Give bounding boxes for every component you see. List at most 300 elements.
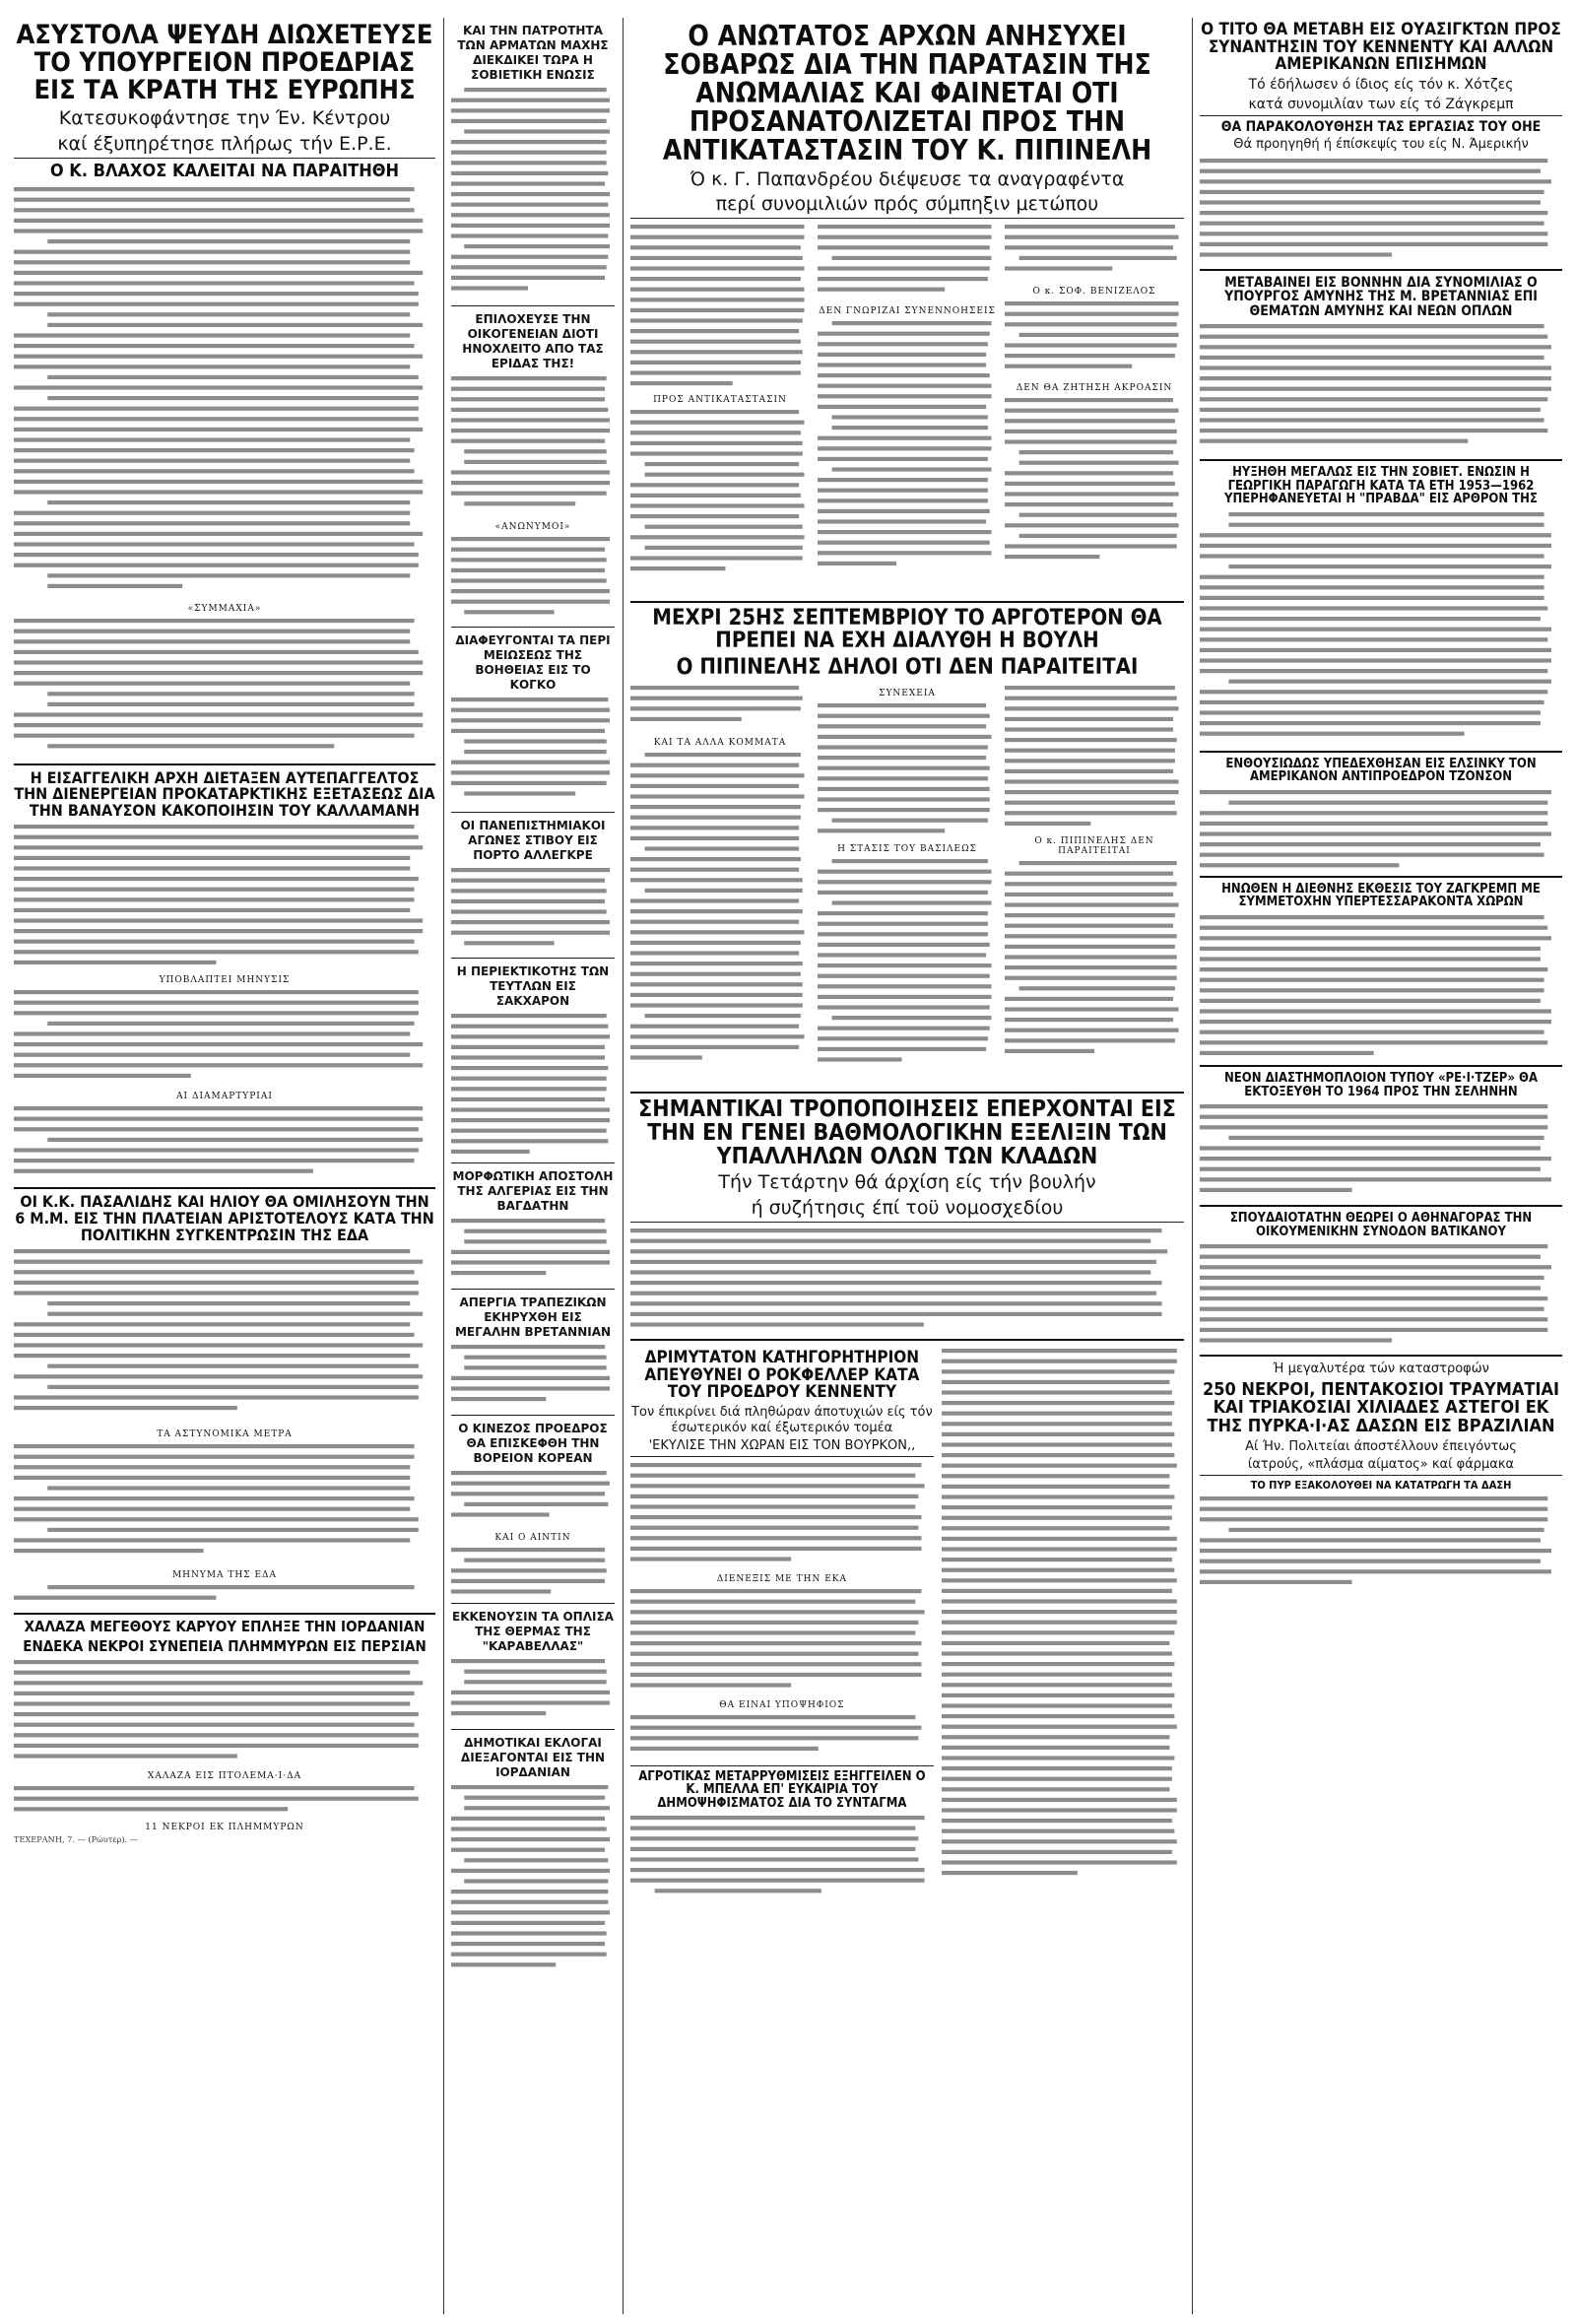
- text-line: [1200, 408, 1541, 412]
- divider: [451, 1289, 615, 1290]
- text-line: [818, 943, 990, 947]
- article-grid-vouli: [630, 683, 1184, 1087]
- text-line: [1200, 1338, 1392, 1342]
- text-line: [630, 340, 801, 344]
- text-lines: [1200, 787, 1562, 871]
- article-grid-pipinelis: [630, 222, 1184, 596]
- text-line: [14, 1465, 410, 1469]
- text-line: [1005, 440, 1177, 444]
- text-line: [818, 342, 988, 346]
- text-line: [451, 1066, 608, 1070]
- text-line: [464, 88, 606, 92]
- text-line: [1200, 398, 1547, 402]
- text-line: [1200, 1570, 1551, 1574]
- text-line: [1200, 252, 1392, 256]
- text-line: [14, 1797, 419, 1801]
- text-line: [818, 405, 986, 409]
- text-line: [630, 1312, 1162, 1316]
- article-body-ekthesi: [1200, 912, 1562, 1060]
- text-line: [464, 1502, 608, 1506]
- text-line: [14, 437, 410, 441]
- text-line: [14, 1149, 419, 1153]
- text-line: [818, 245, 990, 249]
- text-line: [1200, 1276, 1544, 1280]
- text-line: [451, 1589, 551, 1593]
- text-line: [832, 900, 992, 904]
- article-col-a: [630, 222, 810, 596]
- text-line: [630, 1557, 791, 1560]
- text-line: [942, 1630, 1174, 1634]
- text-line: [942, 1683, 1172, 1687]
- text-line: [1200, 1307, 1544, 1311]
- text-lines: [14, 1582, 435, 1608]
- text-line: [1005, 502, 1173, 506]
- text-line: [451, 1386, 610, 1390]
- text-line: [1019, 534, 1177, 538]
- text-line: [14, 660, 423, 664]
- text-line: [1005, 409, 1179, 413]
- text-line: [942, 1599, 1177, 1603]
- text-line: [942, 1547, 1177, 1551]
- article-body-akroasi: [1005, 395, 1184, 572]
- text-line: [451, 276, 605, 280]
- text-line: [818, 797, 990, 801]
- text-line: [1005, 975, 1177, 979]
- text-lines: [1200, 509, 1562, 746]
- text-line: [1005, 727, 1173, 731]
- text-line: [630, 1322, 924, 1326]
- text-line: [14, 1406, 237, 1410]
- text-line: [630, 1837, 918, 1841]
- subheadline-zagkremp: κατά συνομιλίαν των είς τό Ζάγκρεμπ: [1200, 97, 1562, 116]
- text-line: [1005, 365, 1132, 368]
- article-body-diamartyriai: [14, 1103, 435, 1182]
- text-line: [1200, 853, 1544, 857]
- text-line: [14, 1476, 410, 1480]
- text-line: [451, 1376, 610, 1380]
- text-line: [1005, 934, 1177, 938]
- text-line: [1200, 617, 1541, 621]
- article-body-xalaza: [14, 1657, 435, 1765]
- article-col-a: [630, 683, 810, 1087]
- text-line: [1200, 1518, 1547, 1522]
- text-line: [14, 1702, 410, 1706]
- text-line: [942, 1662, 1174, 1666]
- text-line: [630, 1260, 1156, 1264]
- text-line: [942, 1641, 1169, 1645]
- article-grid-rokfeller: [630, 1346, 1184, 1897]
- text-line: [942, 1578, 1177, 1582]
- text-line: [942, 1798, 1177, 1802]
- text-line: [1005, 882, 1177, 886]
- headline-reitzer: ΝΕΟΝ ΔΙΑΣΤΗΜΟΠΛΟΙΟΝ ΤΥΠΟΥ «ΡΕ·Ι·ΤΖΕΡ» ΘΑ ΕΚΤΟΞΕΥΘΗ ΤΟ 1964 ΠΡΟΣ ΤΗΝ ΣΕΛΗΝΗΝ: [1224, 1071, 1538, 1099]
- text-line: [14, 1539, 410, 1543]
- text-lines: [630, 1586, 934, 1694]
- text-line: [451, 1345, 605, 1349]
- text-line: [630, 431, 801, 434]
- headline-periektikotis: Η ΠΕΡΙΕΚΤΙΚΟΤΗΣ ΤΩΝ ΤΕΥΤΛΩΝ ΕΙΣ ΣΑΚΧΑΡΟΝ: [456, 964, 610, 1008]
- text-line: [47, 322, 423, 326]
- text-line: [451, 418, 610, 422]
- headline-anotatos-arxon: Ο ΑΝΩΤΑΤΟΣ ΑΡΧΩΝ ΑΝΗΣΥΧΕΙ ΣΟΒΑΡΩΣ ΔΙΑ ΤΗΝ ΠΑΡΑΤΑΣΙΝ ΤΗΣ ΑΝΩΜΑΛΙΑΣ ΚΑΙ ΦΑΙΝΕΤΑΙ ΟΤΙ ΠΡΟΣΑΝΑΤΟΛΙΖΕΤΑΙ ΠΡΟΣ ΤΗΝ ΑΝΤΙΚΑΤΑΣΤΑΣΙΝ ΤΟΥ Κ. ΠΙΠΙΝΕΛΗ: [662, 20, 1152, 167]
- text-line: [630, 1641, 921, 1645]
- text-line: [630, 784, 799, 788]
- subheadline-iatrous: Αί Ήν. Πολιτείαι άποστέλλουν έπειγόντως: [1245, 1438, 1517, 1454]
- label-anonymoi: «ΑΝΩΝΥΜΟΙ»: [494, 522, 571, 532]
- text-line: [630, 898, 799, 902]
- article-body-vouli: [630, 683, 810, 732]
- text-line: [464, 1229, 606, 1233]
- article-col-c: [1005, 222, 1184, 596]
- text-line: [14, 1292, 419, 1295]
- text-line: [14, 1159, 415, 1162]
- text-line: [451, 600, 610, 604]
- text-line: [630, 1725, 921, 1729]
- text-line: [14, 846, 423, 850]
- article-body-athinagoras: [1200, 1241, 1562, 1350]
- article-body-tito: [1200, 156, 1562, 264]
- text-line: [630, 267, 805, 271]
- text-line: [630, 308, 805, 312]
- divider: [451, 958, 615, 959]
- text-line: [645, 1014, 801, 1018]
- text-line: [14, 1106, 423, 1110]
- text-line: [14, 649, 419, 653]
- text-lines: [14, 1657, 435, 1765]
- text-line: [14, 961, 216, 964]
- subheadline-syzitisis: ή συζήτησις έπί τοϋ νομοσχεδίου: [630, 1197, 1184, 1223]
- text-lines: [451, 1782, 615, 1979]
- text-line: [14, 1671, 410, 1675]
- text-line: [451, 1118, 610, 1122]
- text-line: [818, 973, 990, 977]
- text-line: [451, 119, 607, 123]
- text-line: [464, 244, 610, 248]
- text-line: [818, 1026, 990, 1029]
- text-line: [630, 452, 803, 456]
- subheadline-kentrou: Κατεσυκοφάντησε την Έν. Κέντρου: [58, 107, 391, 130]
- text-line: [630, 1034, 805, 1038]
- text-line: [451, 1077, 607, 1081]
- text-lines: [451, 1468, 615, 1527]
- text-line: [1005, 822, 1090, 826]
- article-body-pravda: [1200, 509, 1562, 746]
- text-line: [1200, 179, 1551, 183]
- text-line: [1005, 790, 1179, 794]
- text-line: [451, 1869, 610, 1873]
- text-line: [451, 1219, 605, 1223]
- text-line: [942, 1589, 1172, 1593]
- headline-vonni: ΜΕΤΑΒΑΙΝΕΙ ΕΙΣ ΒΟΝΝΗΝ ΔΙΑ ΣΥΝΟΜΙΛΙΑΣ Ο ΥΠΟΥΡΓΟΣ ΑΜΥΝΗΣ ΤΗΣ Μ. ΒΡΕΤΑΝΝΙΑΣ ΕΠΙ ΘΕΜΑΤΩΝ ΑΜΥΝΗΣ ΚΑΙ ΝΕΩΝ ΟΠΛΩΝ: [1224, 274, 1538, 319]
- text-line: [630, 288, 805, 292]
- text-line: [630, 857, 801, 861]
- text-line: [630, 1683, 791, 1687]
- text-line: [630, 1621, 918, 1625]
- text-line: [630, 686, 799, 690]
- text-line: [630, 815, 801, 819]
- text-line: [451, 161, 607, 165]
- divider: [1200, 876, 1562, 878]
- text-line: [47, 312, 410, 316]
- text-line: [630, 826, 799, 830]
- article-body-patrotita: [451, 85, 615, 301]
- text-line: [818, 984, 992, 988]
- text-line: [645, 525, 803, 529]
- text-line: [630, 235, 805, 239]
- text-lines: [1200, 156, 1562, 264]
- text-line: [14, 427, 423, 431]
- text-lines: [1005, 222, 1184, 281]
- text-line: [942, 1871, 1078, 1875]
- text-line: [942, 1412, 1172, 1416]
- text-line: [451, 781, 607, 785]
- article-body-venizelos: [1005, 299, 1184, 377]
- text-lines: [451, 1545, 615, 1599]
- text-line: [451, 1482, 610, 1486]
- text-lines: [630, 1226, 1184, 1334]
- headline-ekthesi-zagkremp: ΗΝΩΘΕΝ Η ΔΙΕΘΝΗΣ ΕΚΘΕΣΙΣ ΤΟΥ ΖΑΓΚΡΕΜΠ ΜΕ ΣΥΜΜΕΤΟΧΗΝ ΥΠΕΡΤΕΣΣΑΡΑΚΟΝΤΑ ΧΩΡΩΝ: [1221, 881, 1541, 910]
- text-line: [1200, 221, 1544, 225]
- text-line: [942, 1703, 1172, 1707]
- text-line: [1005, 344, 1177, 348]
- text-line: [630, 909, 803, 913]
- text-line: [630, 951, 799, 955]
- text-line: [1200, 554, 1544, 558]
- text-line: [818, 829, 945, 832]
- divider: [630, 1765, 934, 1766]
- text-line: [1005, 301, 1179, 305]
- text-line: [832, 256, 992, 260]
- text-line: [1200, 1286, 1541, 1290]
- text-line: [1200, 1125, 1547, 1129]
- text-line: [630, 1473, 915, 1477]
- text-line: [1200, 366, 1551, 370]
- text-line: [451, 439, 605, 443]
- text-line: [464, 739, 606, 743]
- text-line: [464, 1356, 606, 1360]
- headline-eisaggeliki: Η ΕΙΣΑΓΓΕΛΙΚΗ ΑΡΧΗ ΔΙΕΤΑΞΕΝ ΑΥΤΕΠΑΓΓΕΛΤΟΣ ΤΗΝ ΔΙΕΝΕΡΓΕΙΑΝ ΠΡΟΚΑΤΑΡΚΤΙΚΗΣ ΕΞΕΤΑΣΕΩΣ ΔΙΑ ΤΗΝ ΒΑΝΑΥΣΟΝ ΚΑΚΟΠΟΙΗΣΙΝ ΤΟΥ ΚΑΛΛΑΜΑΝΗ: [14, 767, 435, 820]
- text-line: [1005, 997, 1173, 1001]
- label-diamartyriai: ΑΙ ΔΙΑΜΑΡΤΥΡΙΑΙ: [176, 1092, 273, 1102]
- text-line: [451, 397, 605, 401]
- text-line: [1005, 235, 1179, 239]
- text-line: [1200, 721, 1541, 725]
- subheadline-n-ameriki: Θά προηγηθή ή έπίσκεψίς του είς Ν. Άμερικήν: [1233, 137, 1529, 153]
- text-line: [1200, 957, 1541, 961]
- text-line: [630, 371, 801, 375]
- text-line: [14, 458, 410, 462]
- text-line: [630, 962, 803, 965]
- text-line: [818, 776, 988, 780]
- text-line: [818, 756, 986, 760]
- text-line: [630, 381, 733, 385]
- text-line: [451, 909, 607, 913]
- headline-epiloxeuse: ΕΠΙΛΟΧΕΥΣΕ ΤΗΝ ΟΙΚΟΓΕΝΕΙΑΝ ΔΙΟΤΙ ΗΝΟΧΛΕΙΤΟ ΑΠΟ ΤΑΣ ΕΡΙΔΑΣ ΤΗΣ!: [462, 312, 604, 370]
- text-line: [451, 376, 607, 380]
- text-line: [1200, 1296, 1547, 1300]
- text-line: [1200, 1157, 1551, 1161]
- text-line: [451, 470, 610, 474]
- text-line: [818, 963, 992, 967]
- text-line: [942, 1485, 1169, 1489]
- text-line: [1005, 419, 1175, 423]
- text-line: [14, 531, 423, 535]
- text-line: [630, 1301, 1162, 1305]
- text-line: [451, 1691, 610, 1694]
- text-line: [14, 629, 410, 632]
- text-line: [1200, 842, 1541, 846]
- text-line: [451, 140, 607, 144]
- text-line: [14, 479, 423, 483]
- text-line: [832, 468, 992, 472]
- text-line: [818, 541, 990, 545]
- text-line: [1005, 945, 1175, 949]
- text-line: [630, 1747, 819, 1751]
- text-line: [630, 535, 805, 539]
- text-line: [451, 1397, 546, 1401]
- text-line: [451, 1826, 607, 1830]
- text-line: [14, 281, 415, 285]
- headline-ekkenosin: ΕΚΚΕΝΟΥΣΙΝ ΤΑ ΟΠΛΙΣΑ ΤΗΣ ΘΕΡΜΑΣ ΤΗΣ "ΚΑΡΑΒΕΛΛΑΣ": [452, 1610, 614, 1653]
- article-body-kallamanis: [14, 822, 435, 969]
- text-line: [451, 729, 605, 733]
- text-line: [942, 1505, 1172, 1509]
- text-lines: [1200, 1494, 1562, 1592]
- text-line: [630, 1630, 915, 1634]
- text-line: [942, 1756, 1174, 1760]
- text-line: [630, 1536, 921, 1540]
- text-line: [451, 708, 610, 712]
- text-line: [942, 1651, 1172, 1655]
- text-line: [14, 919, 423, 923]
- text-line: [942, 1474, 1169, 1478]
- text-lines: [1005, 858, 1184, 1065]
- text-line: [942, 1746, 1169, 1750]
- label-aintin: ΚΑΙ Ο ΑΙΝΤΙΝ: [494, 1533, 571, 1543]
- text-line: [630, 557, 803, 561]
- text-line: [14, 723, 423, 727]
- article-body-antikatastasi: [630, 407, 810, 584]
- text-line: [464, 941, 554, 945]
- text-line: [942, 1537, 1177, 1541]
- text-line: [451, 286, 528, 290]
- article-body-symmaxia: [14, 616, 435, 759]
- text-line: [14, 301, 419, 305]
- text-line: [630, 773, 805, 777]
- text-line: [14, 197, 410, 201]
- text-line: [1005, 769, 1173, 773]
- text-line: [47, 583, 182, 587]
- text-line: [1005, 555, 1099, 559]
- text-line: [832, 1016, 992, 1020]
- text-line: [14, 1507, 410, 1511]
- text-line: [14, 1734, 419, 1738]
- text-line: [451, 1107, 610, 1111]
- text-line: [942, 1422, 1172, 1426]
- text-line: [464, 129, 610, 133]
- text-lines: [451, 373, 615, 516]
- text-line: [818, 808, 990, 812]
- text-line: [818, 489, 988, 493]
- headline-tropopoiiseis: ΣΗΜΑΝΤΙΚΑΙ ΤΡΟΠΟΠΟΙΗΣΕΙΣ ΕΠΕΡΧΟΝΤΑΙ ΕΙΣ ΤΗΝ ΕΝ ΓΕΝΕΙ ΒΑΘΜΟΛΟΓΙΚΗΝ ΕΞΕΛΙΞΙΝ ΤΩΝ ΥΠΑΛΛΗΛΩΝ ΟΛΩΝ ΤΩΝ ΚΛΑΔΩΝ: [638, 1096, 1176, 1169]
- text-line: [942, 1360, 1177, 1363]
- text-line: [451, 761, 610, 764]
- text-lines: [818, 318, 997, 574]
- text-line: [451, 1087, 607, 1091]
- text-line: [1005, 686, 1175, 690]
- text-line: [1005, 471, 1173, 475]
- text-line: [832, 818, 988, 822]
- text-line: [1005, 738, 1177, 742]
- text-line: [942, 1610, 1177, 1614]
- text-line: [818, 1057, 902, 1061]
- headline-oie: ΘΑ ΠΑΡΑΚΟΛΟΥΘΗΣΗ ΤΑΣ ΕΡΓΑΣΙΑΣ ΤΟΥ ΟΗΕ: [1220, 118, 1542, 135]
- text-line: [14, 1169, 313, 1173]
- text-line: [1200, 926, 1547, 930]
- text-line: [14, 1117, 423, 1121]
- text-line: [1200, 947, 1541, 951]
- article-body-agones: [451, 865, 615, 954]
- text-line: [451, 578, 607, 582]
- text-line: [14, 1682, 423, 1686]
- text-line: [1200, 544, 1551, 548]
- text-line: [451, 1711, 546, 1715]
- text-line: [1005, 523, 1179, 527]
- text-line: [818, 713, 990, 717]
- text-line: [1200, 1177, 1551, 1181]
- text-line: [451, 1817, 605, 1821]
- text-line: [1228, 680, 1551, 684]
- subheadline-plasma: ίατρούς, «πλάσμα αίματος» καί φάρμακα: [1200, 1457, 1562, 1476]
- text-line: [14, 712, 423, 716]
- article-body-vonni: [1200, 321, 1562, 454]
- text-line: [1200, 1317, 1547, 1321]
- text-line: [942, 1819, 1172, 1823]
- article-body-kongo: [451, 695, 615, 808]
- text-line: [1200, 1188, 1352, 1192]
- text-line: [1019, 513, 1177, 517]
- text-line: [1019, 333, 1179, 337]
- text-line: [451, 1900, 608, 1904]
- text-line: [451, 537, 610, 541]
- text-line: [630, 1292, 1156, 1295]
- text-line: [14, 1128, 419, 1132]
- text-line: [630, 805, 801, 809]
- text-line: [630, 1239, 1150, 1243]
- text-line: [14, 825, 415, 829]
- text-line: [832, 426, 988, 430]
- headline-patrotita: ΚΑΙ ΤΗΝ ΠΑΤΡΟΤΗΤΑ ΤΩΝ ΑΡΜΑΤΩΝ ΜΑΧΗΣ ΔΙΕΚΔΙΚΕΙ ΤΩΡΑ Η ΣΟΒΙΕΤΙΚΗ ΕΝΩΣΙΣ: [457, 24, 609, 82]
- text-line: [451, 408, 608, 412]
- text-line: [451, 1848, 605, 1852]
- text-line: [451, 868, 610, 872]
- text-line: [47, 374, 419, 378]
- text-line: [464, 1670, 606, 1674]
- article-body-ptolemaida: [14, 1783, 435, 1817]
- text-line: [451, 492, 607, 496]
- text-lines: [14, 1783, 435, 1817]
- text-line: [14, 1249, 410, 1253]
- text-line: [1005, 696, 1177, 699]
- label-minyma: ΜΗΝΥΜΑ ΤΗΣ ΕΔΑ: [171, 1570, 278, 1581]
- text-lines: [451, 695, 615, 808]
- text-line: [630, 971, 801, 975]
- article-body-teloss: [1005, 222, 1184, 281]
- text-line: [14, 1808, 288, 1812]
- text-line: [630, 1463, 921, 1467]
- text-line: [1200, 1580, 1352, 1584]
- text-line: [451, 181, 605, 185]
